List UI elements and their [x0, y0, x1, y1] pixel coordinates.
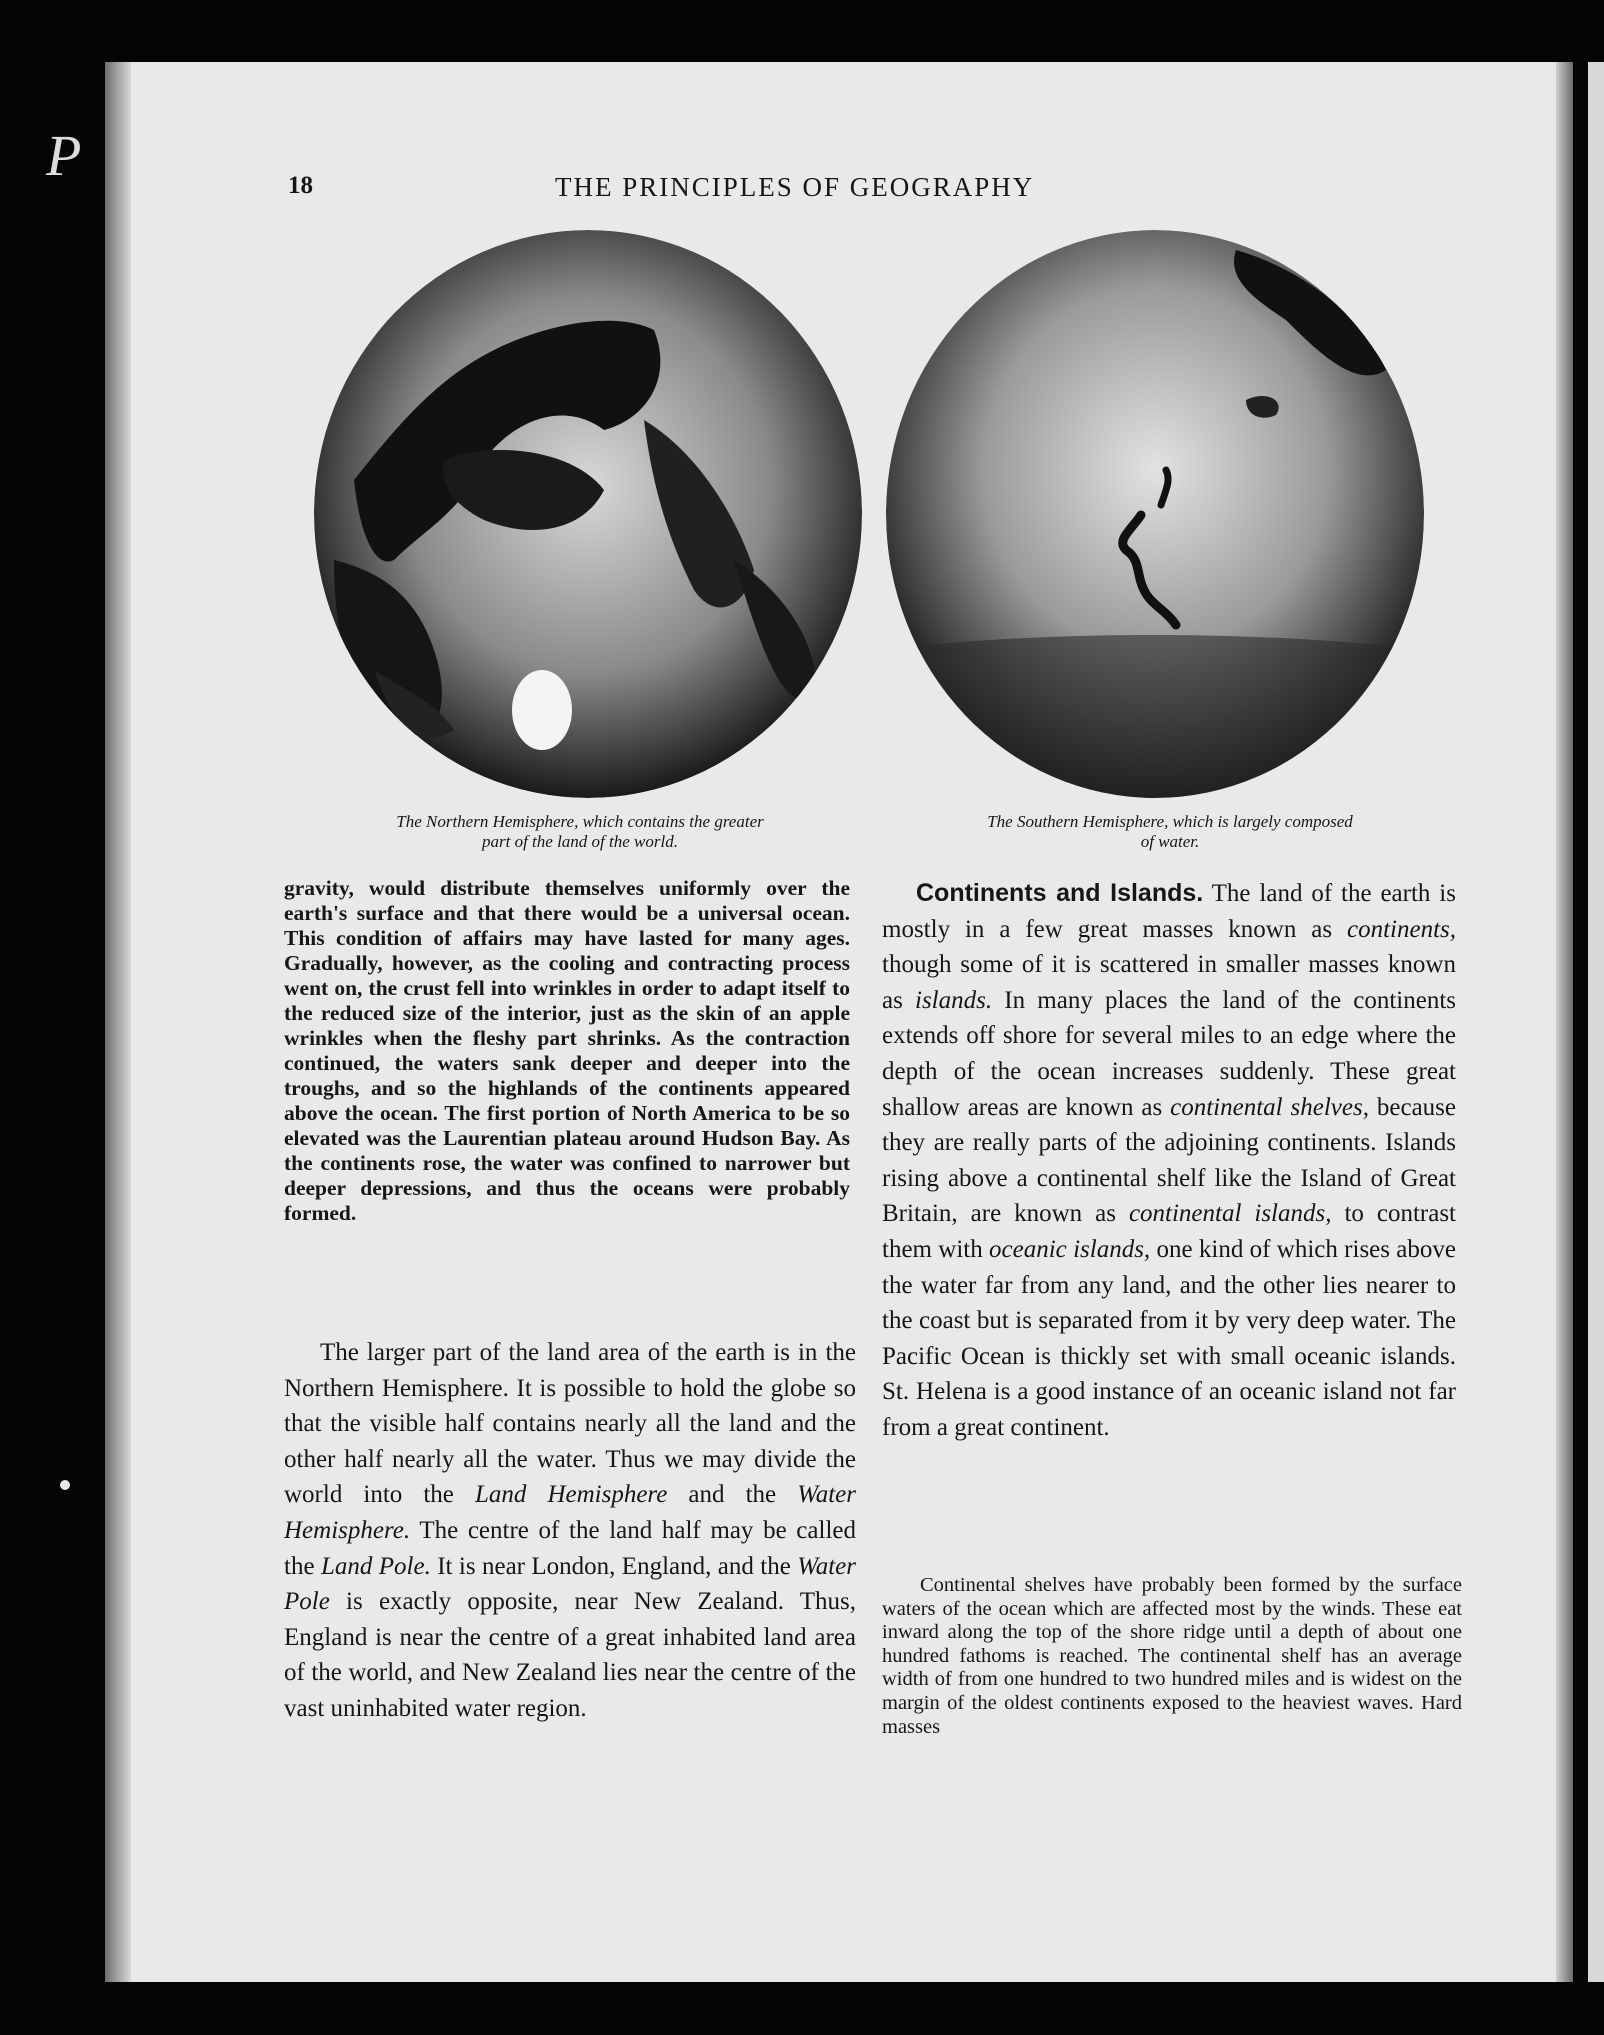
italic-term: oceanic islands,: [989, 1235, 1151, 1263]
text-run: The larger part of the land area of the earth is in the Northern Hemisphere. It is possible to hold the globe so that the visible half contains nearly all the land and the other half nearly all the water. Thus we may divide the world into the: [284, 1339, 856, 1509]
right-paragraph-2: Continental shelves have probably been formed by the surface waters of the ocean which are affected most by the winds. These eat inward along the top of the shore ridge until a depth of about one hundred fathoms is reached. The continental shelf has an average width of from one hundred to two hundred miles and is widest on the margin of the oldest continents exposed to the heaviest waves. Hard masses: [882, 1574, 1462, 1738]
northern-hemisphere-globe: [314, 230, 862, 798]
text-run: and the: [667, 1481, 798, 1509]
italic-term: continental shelves,: [1170, 1093, 1369, 1121]
text-run: The centre of the land half may be called the: [284, 1516, 856, 1580]
text-run: one kind of which rises above the water far from any land, and the other lies nearer to the coast but is separated from it by very deep water. The Pacific Ocean is thickly set with small oceanic islands. St. Helena is a good instance of an oceanic island not far from a great continent.: [882, 1235, 1456, 1441]
running-head: THE PRINCIPLES OF GEOGRAPHY: [555, 172, 1035, 202]
italic-term: Land Hemisphere: [474, 1481, 668, 1509]
text-run: is exactly opposite, near New Zealand. Thus, England is near the centre of a great inhabited land area of the world, and New Zealand lies near the centre of the vast uninhabited water region.: [284, 1588, 856, 1722]
text-run: though some of it is scattered in smaller masses known as: [882, 951, 1456, 1014]
italic-term: Water Hemisphere.: [284, 1481, 857, 1544]
right-paragraph-1: [882, 876, 1456, 1446]
page-edge: [1556, 62, 1573, 1982]
text-run: In many places the land of the continents extends off shore for several miles to an edge where the depth of the ocean increases suddenly. These great shallow areas are known as: [882, 986, 1456, 1121]
page-gutter: [105, 62, 131, 1982]
italic-term: Water Pole: [284, 1552, 857, 1616]
left-paragraph-2: [284, 1335, 856, 1727]
caption-line: of water.: [1140, 832, 1200, 851]
italic-term: islands.: [915, 986, 993, 1014]
southern-hemisphere-caption: [880, 812, 1460, 852]
scan-speck: [210, 1276, 218, 1284]
caption-line: part of the land of the world.: [482, 832, 678, 851]
caption-line: The Southern Hemisphere, which is largely composed: [987, 812, 1353, 831]
caption-line: The Northern Hemisphere, which contains the greater: [396, 812, 764, 831]
text-run: It is near London, England, and the: [430, 1552, 798, 1580]
italic-term: continental islands,: [1128, 1200, 1332, 1228]
northern-hemisphere-caption: [284, 812, 876, 852]
next-page-edge: [1588, 62, 1604, 1982]
italic-term: continents,: [1346, 915, 1456, 943]
text-run: because they are really parts of the adjoining continents. Islands rising above a continental shelf like the Island of Great Britain, are known as: [882, 1093, 1456, 1228]
scan-speck: [60, 1480, 70, 1490]
text-run: to contrast them with: [882, 1200, 1456, 1263]
text-run: The land of the earth is mostly in a few great masses known as: [882, 880, 1456, 943]
italic-term: Land Pole.: [320, 1552, 431, 1580]
margin-mark: P: [46, 123, 82, 188]
page-number: 18: [288, 172, 313, 199]
left-paragraph-1: gravity, would distribute themselves uniformly over the earth's surface and that there would be a universal ocean. This condition of affairs may have lasted for many ages. Gradually, however, as the cooling and contracting process went on, the crust fell into wrinkles in order to adapt itself to the reduced size of the interior, just as the skin of an apple wrinkles when the fleshy part shrinks. As the contraction continued, the waters sank deeper and deeper into the troughs, and so the highlands of the continents appeared above the ocean. The first portion of North America to be so elevated was the Laurentian plateau around Hudson Bay. As the continents rose, the water was confined to narrower but deeper depressions, and thus the oceans were probably formed.: [284, 876, 850, 1225]
southern-hemisphere-globe: [886, 230, 1424, 798]
section-heading: Continents and Islands.: [916, 879, 1204, 907]
